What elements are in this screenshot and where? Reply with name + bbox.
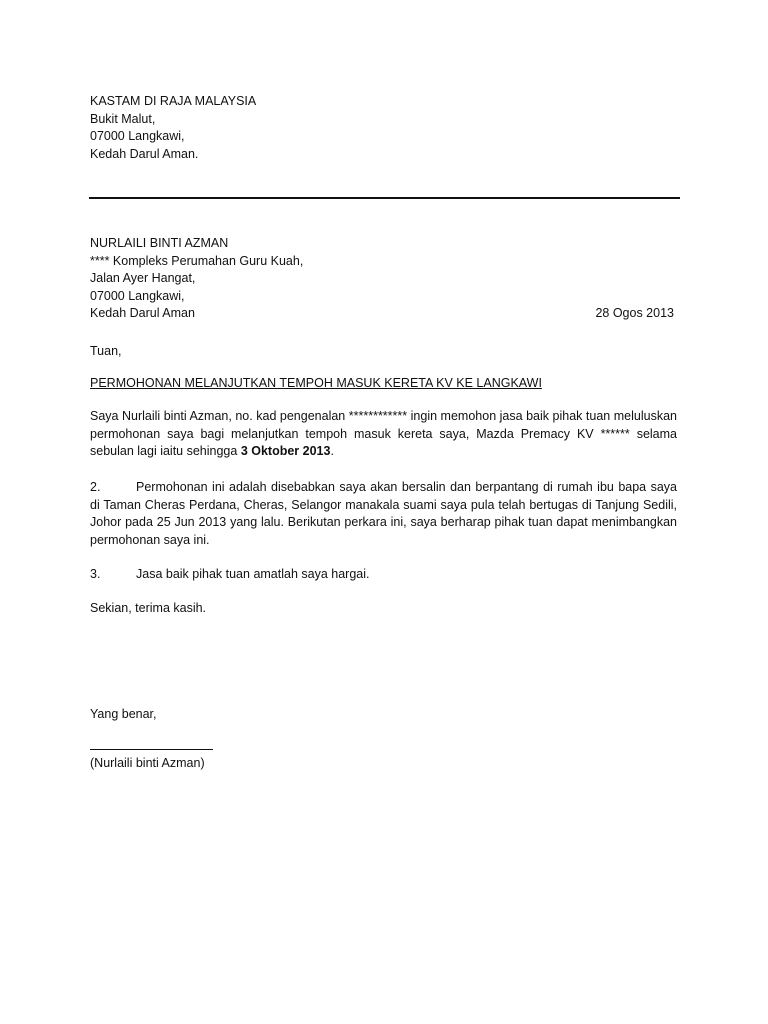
sender-address-line: 07000 Langkawi, [90,288,185,303]
paragraph-1 [90,408,677,461]
sender-address-line: **** Kompleks Perumahan Guru Kuah, [90,253,304,268]
extension-date: 3 Oktober 2013 [240,444,331,459]
sender-name: NURLAILI BINTI AZMAN [90,236,229,250]
paragraph-number: 2. [90,480,101,494]
recipient-name: KASTAM DI RAJA MALAYSIA [90,94,257,108]
paragraph-number: 3. [90,567,101,581]
sign-off: Yang benar, [90,707,157,721]
letter-date: 28 Ogos 2013 [595,306,674,320]
paragraph-3-text: Jasa baik pihak tuan amatlah saya hargai. [136,567,370,581]
sender-address-line: Jalan Ayer Hangat, [90,271,196,286]
signature-name: (Nurlaili binti Azman) [90,756,205,770]
recipient-address-line: Bukit Malut, [90,111,156,126]
header-divider [89,197,680,199]
sender-address-line: Kedah Darul Aman [90,306,195,321]
recipient-address [90,93,677,163]
paragraph-3 [90,566,677,584]
recipient-address-line: Kedah Darul Aman. [90,146,199,161]
recipient-address-line: 07000 Langkawi, [90,129,185,144]
paragraph-2-text: Permohonan ini adalah disebabkan saya akan bersalin dan berpantang di rumah ibu bapa saya di Taman Cheras Perdana, Cheras, Selangor manakala suami saya pula telah bertugas di Tanjung Sedili, Johor pada 25 Jun 2013 yang lalu. Berikutan perkara ini, saya berharap pihak tuan dapat menimbangkan permohonan saya ini. [90,480,677,547]
paragraph-2 [90,479,677,549]
letter-subject: PERMOHONAN MELANJUTKAN TEMPOH MASUK KERETA KV KE LANGKAWI [90,376,542,390]
paragraph-1-text: Saya Nurlaili binti Azman, no. kad pengenalan ************ ingin memohon jasa baik pihak tuan meluluskan permohonan saya bagi melanjutkan tempoh masuk kereta saya, Mazda Premacy KV ****** selama sebulan lagi iaitu sehingga [90,409,677,459]
signature-line [90,749,213,750]
closing-remark: Sekian, terima kasih. [90,601,207,615]
salutation: Tuan, [90,344,122,358]
paragraph-1-end: . [330,444,334,459]
